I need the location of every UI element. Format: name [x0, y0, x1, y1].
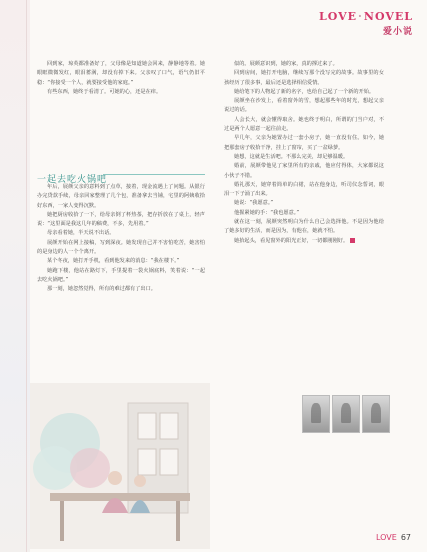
paragraph: 早几年，父亲为她置办过一套小房子，她一直没有住。如今，她把那套房子收拾干净，挂上了窗帘，买了一盆绿萝。 — [224, 135, 384, 151]
photo — [332, 395, 360, 433]
photo — [302, 395, 330, 433]
paragraph: 年后，展颜父亲的意料到了点草，接着，现金流遇上了问题。从银行办完贷款手续，母亲回家整理了几个包，准备拿去当铺，宅里的阿姨收拾好东西，一家人变得沉默。 — [37, 184, 205, 209]
paragraph: 那一刻，她忽然觉得，所有的难过都有了出口。 — [47, 286, 156, 293]
paragraph: 她跑下楼，他站在路灯下，手里提着一袋火锅底料，笑着说：“一起去吃火锅吧。” — [37, 267, 205, 283]
paragraph: 他握紧她的手：“我也愿意。” — [234, 209, 300, 216]
decorative-line — [26, 0, 27, 552]
illustration — [30, 383, 210, 549]
paragraph: 似的。展颜意识到，她的家，真的撑过来了。 — [234, 61, 338, 67]
brand-novel: NOVEL — [363, 10, 413, 23]
paragraph: 回到房间，她打开电脑，继续写那个没写完的故事。故事里的女孩经历了很多事，最后还是选择相信爱情。 — [224, 70, 384, 86]
right-column — [224, 60, 384, 246]
brand-subtitle: 爱小说 — [382, 27, 413, 37]
paragraph: 人会长大，就会懂得取舍。她也终于明白，所谓的门当户对，不过是两个人愿意一起往前走。 — [224, 116, 384, 133]
paragraph: 就在这一刻，展颜突然明白为什么自己会选择他。不是因为他给了她多好的生活，而是因为，有他在，她就不怕。 — [224, 219, 384, 235]
brand-love: LOVE — [319, 10, 358, 23]
paragraph: 回到家，琼英都准备好了，父母像是知道她会回来，静静地等着。她眼眶微微发红，眼泪蓄满，却没有掉下来。父亲叹了口气，语气仍旧平稳：“你接受一个人，就要接受他的家庭。” — [37, 61, 205, 86]
paragraph: 她把厨房收拾了一下，给母亲倒了杯热茶，把存折放在了桌上，轻声说：“这里面是我这几年的稿费，不多，先用着。” — [37, 211, 205, 228]
section-rule — [103, 174, 205, 175]
paragraph: 某个冬夜，她打开手机，看到他发来的消息：“我在楼下。” — [47, 258, 180, 265]
paragraph: 展颜开始在网上接稿，写到深夜。她发现自己并不害怕吃苦，她害怕的是身边的人一个个离开。 — [37, 239, 205, 256]
page-footer — [376, 533, 411, 542]
end-mark-icon — [350, 238, 355, 243]
paragraph: 母亲看着她，半天说不出话。 — [47, 230, 115, 237]
footer-brand: LOVE — [375, 533, 397, 542]
section-title: 一起去吃火锅吧 — [37, 175, 108, 185]
paragraph: 她给笔下的人物起了新的名字，也给自己起了一个新的开始。 — [234, 88, 375, 95]
left-column-body — [37, 183, 205, 295]
paragraph — [224, 237, 384, 246]
section-heading — [37, 167, 205, 185]
magazine-brand — [319, 10, 413, 37]
paragraph: 她说：“我愿意。” — [234, 200, 274, 207]
paragraph: 婚前，展颜带他见了家里所有的亲戚，他应付得体，大家都说这小伙子不错。 — [224, 163, 384, 179]
last-paragraph-text: 她抬起头，看见窗外的阳光正好，一切都刚刚好。 — [234, 237, 349, 244]
left-column-top — [37, 60, 205, 97]
photo-strip — [302, 395, 390, 433]
paragraph: 有些东西，她终于看清了。可她的心，还是在痒。 — [47, 88, 162, 95]
page-number: 67 — [400, 533, 411, 542]
paragraph: 婚礼那天，她穿着简单的白裙，站在他身边，听司仪念誓词，眼泪一下子涌了出来。 — [224, 181, 384, 198]
photo — [362, 395, 390, 433]
brand-dot-icon: · — [358, 10, 363, 23]
paragraph: 展颜坐在沙发上，看着窗外的雪，想起那些年的时光，想起父亲说过的话。 — [224, 98, 384, 114]
paragraph: 她想，这就是生活吧。不那么完美，却足够温暖。 — [234, 153, 349, 160]
